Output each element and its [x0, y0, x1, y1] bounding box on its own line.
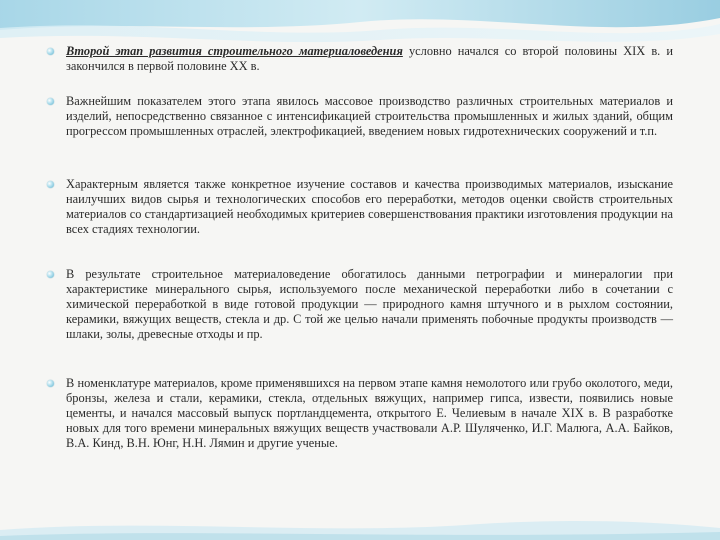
bullet-text: Важнейшим показателем этого этапа явилось массовое производство различных строительных материалов и изделий, непосредственно связанное с интенсификацией строительства промышленных и жилых зданий, общим прогрессом промышленных отраслей, электрофикацией, введением новых гидротехнических сооружений и т.п. [66, 94, 673, 139]
bullet-marker [47, 181, 54, 188]
bullet-text: Характерным является также конкретное изучение составов и качества производимых материалов, изыскание наилучших видов сырья и технологических способов его переработки, методов оценки свойств строительных материалов со стандартизацией необходимых критериев совершенствования практики изготовления продукции на всех стадиях технологии. [66, 177, 673, 237]
bullet-text: В номенклатуре материалов, кроме применявшихся на первом этапе камня немолотого или грубо околотого, меди, бронзы, железа и стали, керамики, стекла, отдельных вяжущих, например гипса, извести, появились новые цементы, и начался массовый выпуск портландцемента, открытого Е. Челиевым в начале XIX в. В разработке новых для того времени минеральных вяжущих веществ участвовали А.Р. Шуляченко, И.Г. Малюга, А.А. Байков, В.А. Кинд, В.Н. Юнг, Н.Н. Лямин и другие ученые. [66, 376, 673, 451]
bullet-item [66, 376, 673, 451]
bullet-marker [47, 98, 54, 105]
bullet-lead: Второй этап развития строительного материаловедения [66, 44, 403, 58]
bullet-item [66, 177, 673, 237]
bullet-text: условно начался со второй половины XIX в. и закончился в первой половине XX в. [66, 44, 673, 74]
bullet-item [66, 44, 673, 74]
bullet-item [66, 267, 673, 342]
bullet-marker [47, 271, 54, 278]
bullet-marker [47, 48, 54, 55]
bullet-text: В результате строительное материаловедение обогатилось данными петрографии и минералогии при характеристике минерального сырья, используемого после механической переработки либо в сочетании с химической переработкой в виде готовой продукции — природного камня штучного и в рыхлом состоянии, керамики, вяжущих веществ, стекла и др. С той же целью начали применять побочные продукты производств — шлаки, золы, древесные отходы и пр. [66, 267, 673, 342]
bullet-marker [47, 380, 54, 387]
bullet-item [66, 94, 673, 139]
